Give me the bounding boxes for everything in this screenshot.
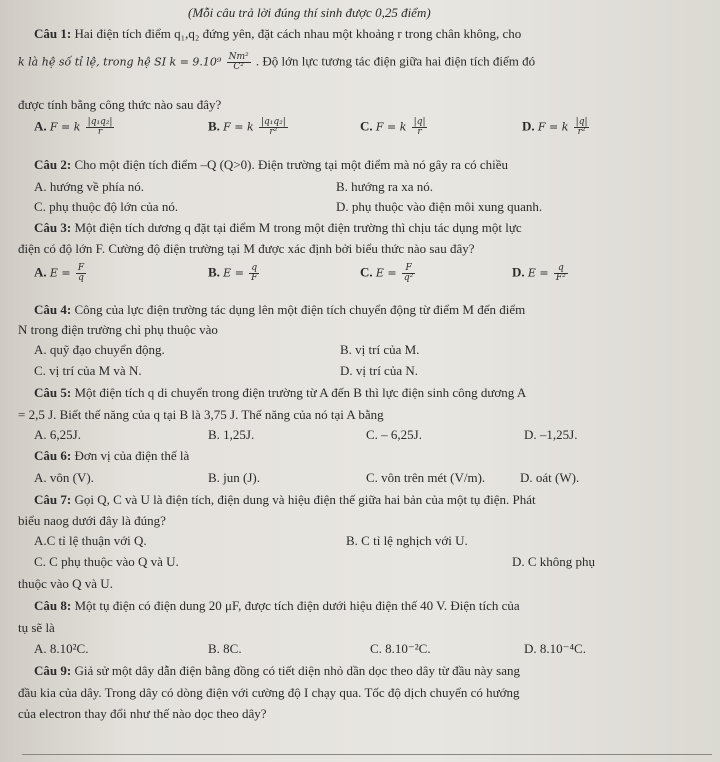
option-fraction bbox=[554, 264, 568, 283]
question-6-option-a[interactable]: A. vôn (V). bbox=[34, 470, 94, 485]
question-2-text: Cho một điện tích điểm –Q (Q>0). Điện trường tại một điểm mà nó gây ra có chiều bbox=[74, 157, 508, 172]
question-3-option-b[interactable] bbox=[208, 264, 261, 283]
question-1-option-c[interactable] bbox=[360, 118, 429, 137]
option-formula-lhs: F = k bbox=[49, 120, 81, 134]
option-fraction bbox=[76, 264, 86, 283]
fraction-numerator: F bbox=[77, 263, 85, 273]
scoring-note: (Mỗi câu trả lời đúng thí sinh được 0,25 điểm) bbox=[188, 5, 431, 20]
question-4-option-c[interactable]: C. vị trí của M và N. bbox=[34, 363, 142, 378]
question-5-option-c[interactable]: C. – 6,25J. bbox=[366, 427, 422, 442]
question-3-option-a[interactable] bbox=[34, 264, 88, 283]
option-fraction bbox=[86, 118, 115, 137]
fraction-denominator: q bbox=[78, 273, 84, 283]
question-2-option-d[interactable]: D. phụ thuộc vào điện môi xung quanh. bbox=[336, 199, 543, 214]
option-fraction bbox=[402, 264, 415, 283]
question-8-line-2: tụ sẽ là bbox=[18, 620, 55, 635]
question-3-line-2: điện có độ lớn F. Cường độ điện trường tại M được xác định bởi biểu thức nào sau đây? bbox=[18, 241, 475, 256]
option-fraction bbox=[574, 118, 590, 137]
question-2-line-1 bbox=[34, 157, 508, 173]
option-label: B. bbox=[208, 264, 220, 280]
option-label: D. bbox=[522, 118, 535, 134]
fraction-numerator: |q| bbox=[413, 117, 426, 127]
question-1-option-d[interactable] bbox=[522, 118, 591, 137]
question-1-line-3: được tính bằng công thức nào sau đây? bbox=[18, 97, 222, 112]
question-7-line-2: biểu naog dưới đây là đúng? bbox=[18, 513, 166, 528]
question-8-option-c[interactable]: C. 8.10⁻²C. bbox=[370, 641, 431, 656]
question-4-line-1 bbox=[34, 302, 525, 318]
option-formula-lhs: E = bbox=[527, 266, 549, 280]
question-7-text-1: Gọi Q, C và U là điện tích, điện dung và hiệu điện thế giữa hai bản của một tụ điện. Phát bbox=[74, 492, 536, 507]
question-5-line-1 bbox=[34, 385, 526, 401]
question-3-option-d[interactable] bbox=[512, 264, 570, 283]
question-1-label: Câu 1: bbox=[34, 26, 72, 41]
question-5-option-a[interactable]: A. 6,25J. bbox=[34, 427, 81, 442]
question-2-label: Câu 2: bbox=[34, 157, 72, 172]
question-1-option-a[interactable] bbox=[34, 118, 116, 137]
question-4-label: Câu 4: bbox=[34, 302, 72, 317]
fraction-denominator: r² bbox=[269, 127, 278, 137]
fraction-denominator: r² bbox=[577, 127, 586, 137]
question-7-option-d-continued: thuộc vào Q và U. bbox=[18, 576, 113, 591]
fraction-numerator: |q| bbox=[575, 117, 588, 127]
question-7-option-b[interactable]: B. C tỉ lệ nghịch với U. bbox=[346, 533, 468, 548]
question-1-unit-fraction bbox=[227, 53, 251, 72]
question-3-option-c[interactable] bbox=[360, 264, 417, 283]
fraction-numerator: q bbox=[249, 264, 259, 274]
question-7-label: Câu 7: bbox=[34, 492, 72, 507]
option-label: A. bbox=[34, 118, 47, 134]
question-3-text-1: Một điện tích dương q đặt tại điểm M trong một điện trường thì chịu tác dụng một lực bbox=[74, 220, 522, 235]
question-5-option-b[interactable]: B. 1,25J. bbox=[208, 427, 255, 442]
question-8-option-a[interactable]: A. 8.10²C. bbox=[34, 641, 89, 656]
question-9-line-2: đầu kia của dây. Trong dây có dòng điện với cường độ I chạy qua. Tốc độ dịch chuyển có hướng bbox=[18, 685, 520, 700]
bottom-rule bbox=[22, 754, 712, 755]
option-formula-lhs: F = k bbox=[537, 120, 569, 134]
option-fraction bbox=[249, 264, 259, 283]
option-label: D. bbox=[512, 264, 525, 280]
question-2-option-b[interactable]: B. hướng ra xa nó. bbox=[336, 179, 433, 194]
question-5-line-2: = 2,5 J. Biết thế năng của q tại B là 3,75 J. Thế năng của nó tại A bằng bbox=[18, 407, 384, 422]
question-6-text: Đơn vị của điện thế là bbox=[74, 448, 190, 463]
question-1-text-1: Hai điện tích điểm q₁,q₂ đứng yên, đặt cách nhau một khoảng r trong chân không, cho bbox=[74, 26, 522, 41]
question-8-option-d[interactable]: D. 8.10⁻⁴C. bbox=[524, 641, 586, 656]
question-9-line-1 bbox=[34, 663, 520, 679]
fraction-numerator: q bbox=[554, 264, 568, 274]
question-8-text-1: Một tụ điện có điện dung 20 μF, được tích điện dưới hiệu điện thế 40 V. Điện tích của bbox=[74, 598, 520, 613]
question-6-label: Câu 6: bbox=[34, 448, 72, 463]
option-fraction bbox=[412, 118, 428, 137]
option-formula-lhs: F = k bbox=[375, 120, 407, 134]
question-5-option-d[interactable]: D. –1,25J. bbox=[524, 427, 578, 442]
option-fraction bbox=[259, 118, 288, 137]
question-7-option-c[interactable]: C. C phụ thuộc vào Q và U. bbox=[34, 554, 179, 569]
question-4-text-1: Công của lực điện trường tác dụng lên một điện tích chuyển động từ điểm M đến điểm bbox=[74, 302, 526, 317]
fraction-denominator: r bbox=[97, 127, 103, 137]
fraction-denominator: r bbox=[417, 127, 422, 137]
unit-denominator: C² bbox=[233, 62, 244, 72]
question-3-label: Câu 3: bbox=[34, 220, 72, 235]
question-7-option-d[interactable]: D. C không phụ bbox=[512, 554, 596, 569]
question-9-text-1: Giả sử một dây dẫn điện bằng đồng có tiết diện nhỏ dần dọc theo dây từ đầu này sang bbox=[74, 663, 520, 678]
option-formula-lhs: E = bbox=[49, 266, 71, 280]
question-1-option-b[interactable] bbox=[208, 118, 290, 137]
fraction-numerator: |q₁q₂| bbox=[260, 117, 286, 127]
fraction-denominator: F² bbox=[555, 273, 566, 283]
question-7-line-1 bbox=[34, 492, 536, 508]
question-4-option-d[interactable]: D. vị trí của N. bbox=[340, 363, 418, 378]
question-4-option-b[interactable]: B. vị trí của M. bbox=[340, 342, 420, 357]
question-8-line-1 bbox=[34, 598, 520, 614]
question-3-line-1 bbox=[34, 220, 522, 236]
option-formula-lhs: E = bbox=[375, 266, 397, 280]
question-6-option-c[interactable]: C. vôn trên mét (V/m). bbox=[366, 470, 486, 485]
question-4-line-2: N trong điện trường chỉ phụ thuộc vào bbox=[18, 322, 218, 337]
fraction-numerator: F bbox=[402, 264, 415, 274]
question-5-label: Câu 5: bbox=[34, 385, 72, 400]
fraction-numerator: |q₁q₂| bbox=[87, 117, 113, 127]
question-1-line-2 bbox=[18, 53, 535, 72]
question-8-label: Câu 8: bbox=[34, 598, 72, 613]
unit-numerator: Nm² bbox=[228, 52, 249, 62]
question-6-option-b[interactable]: B. jun (J). bbox=[208, 470, 260, 485]
question-4-option-a[interactable]: A. quỹ đạo chuyển động. bbox=[34, 342, 165, 357]
question-6-line-1 bbox=[34, 448, 189, 464]
question-5-text-1: Một điện tích q di chuyển trong điện trường từ A đến B thì lực điện sinh công dương A bbox=[74, 385, 527, 400]
question-7-option-a[interactable]: A.C tỉ lệ thuận với Q. bbox=[34, 533, 147, 548]
question-9-label: Câu 9: bbox=[34, 663, 72, 678]
question-1-text-2a: k là hệ số tỉ lệ, trong hệ SI k = 9.10⁹ bbox=[18, 55, 222, 69]
option-label: B. bbox=[208, 118, 220, 134]
option-formula-lhs: E = bbox=[223, 266, 244, 280]
question-8-option-b[interactable]: B. 8C. bbox=[208, 641, 242, 656]
option-label: C. bbox=[360, 264, 373, 280]
option-label: C. bbox=[360, 118, 373, 134]
question-6-option-d[interactable]: D. oát (W). bbox=[520, 470, 580, 485]
fraction-denominator: q² bbox=[403, 273, 414, 283]
question-9-line-3: của electron thay đổi như thế nào dọc theo dây? bbox=[18, 706, 267, 721]
question-2-option-c[interactable]: C. phụ thuộc độ lớn của nó. bbox=[34, 199, 179, 214]
question-1-line-1 bbox=[34, 26, 521, 42]
option-formula-lhs: F = k bbox=[223, 120, 254, 134]
question-1-text-2b: . Độ lớn lực tương tác điện giữa hai điện tích điểm đó bbox=[255, 53, 536, 69]
question-2-option-a[interactable]: A. hướng về phía nó. bbox=[34, 179, 144, 194]
fraction-denominator: F bbox=[251, 273, 258, 283]
option-label: A. bbox=[34, 264, 47, 280]
